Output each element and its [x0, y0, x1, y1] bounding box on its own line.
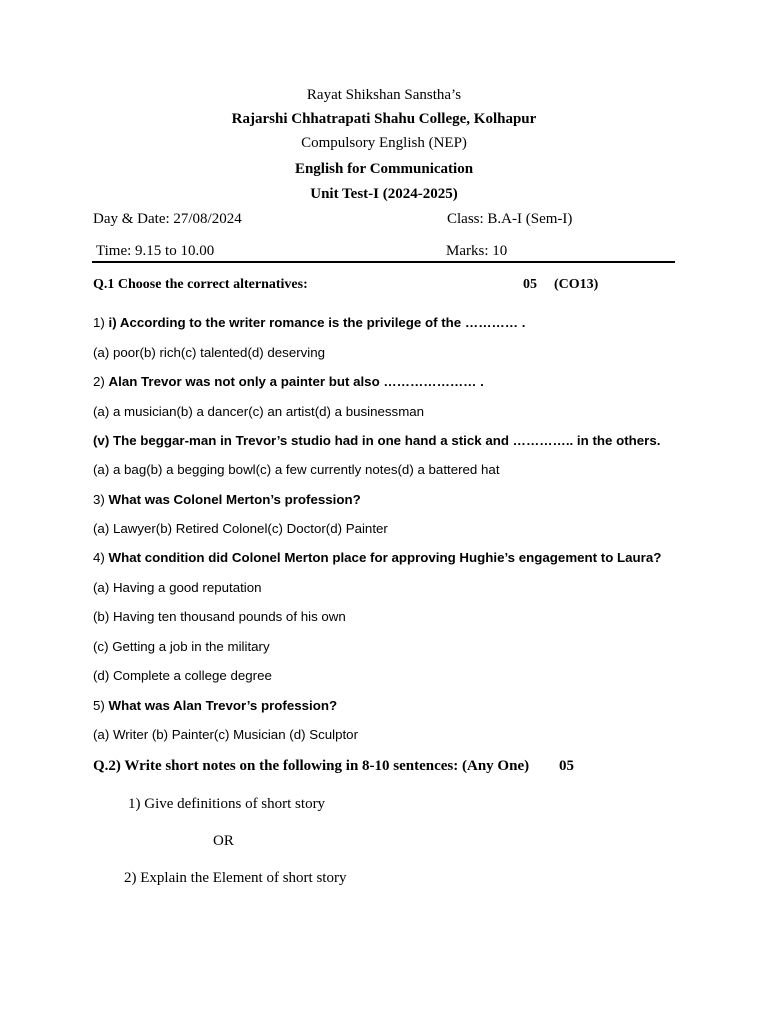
test-name: Unit Test-I (2024-2025) [310, 186, 458, 202]
options-1: (a) poor(b) rich(c) talented(d) deserving [93, 345, 326, 360]
course-name: Compulsory English (NEP) [301, 135, 467, 151]
q1-title: Q.1 Choose the correct alternatives: [93, 277, 308, 292]
option-4d: (d) Complete a college degree [93, 668, 272, 683]
options-v: (a) a bag(b) a begging bowl(c) a few currently notes(d) a battered hat [93, 462, 500, 477]
q2-marks: 05 [559, 758, 574, 774]
q2-or: OR [213, 833, 234, 849]
day-date: Day & Date: 27/08/2024 [93, 211, 242, 227]
marks-info: Marks: 10 [446, 243, 508, 259]
q2-option-1: 1) Give definitions of short story [128, 796, 326, 812]
option-4b: (b) Having ten thousand pounds of his own [93, 609, 346, 624]
q1-marks: 05 [523, 277, 537, 292]
subject-name: English for Communication [294, 161, 474, 177]
class-info: Class: B.A-I (Sem-I) [447, 211, 573, 227]
question-2: 2) Alan Trevor was not only a painter but also ………………… . [93, 374, 484, 389]
question-3: 3) What was Colonel Merton’s profession? [93, 492, 361, 507]
institution-name: Rayat Shikshan Sanstha’s [306, 87, 462, 103]
question-5: 5) What was Alan Trevor’s profession? [93, 698, 338, 713]
question-4: 4) What condition did Colonel Merton place for approving Hughie’s engagement to Laura? [93, 550, 662, 565]
option-4c: (c) Getting a job in the military [93, 639, 270, 654]
options-3: (a) Lawyer(b) Retired Colonel(c) Doctor(d) Painter [93, 521, 388, 536]
q1-co: (CO13) [554, 277, 599, 292]
option-4a: (a) Having a good reputation [93, 580, 262, 595]
options-2: (a) a musician(b) a dancer(c) an artist(d) a businessman [93, 404, 425, 419]
options-5: (a) Writer (b) Painter(c) Musician (d) Sculptor [93, 727, 359, 742]
college-name: Rajarshi Chhatrapati Shahu College, Kolhapur [231, 111, 537, 127]
question-1: 1) i) According to the writer romance is the privilege of the ………… . [93, 315, 526, 330]
q2-option-2: 2) Explain the Element of short story [124, 870, 347, 886]
question-v: (v) The beggar-man in Trevor’s studio had in one hand a stick and ………….. in the others. [93, 433, 661, 448]
header-divider [92, 261, 675, 263]
time-info: Time: 9.15 to 10.00 [96, 243, 215, 259]
q2-title: Q.2) Write short notes on the following in 8-10 sentences: (Any One) [93, 758, 530, 774]
